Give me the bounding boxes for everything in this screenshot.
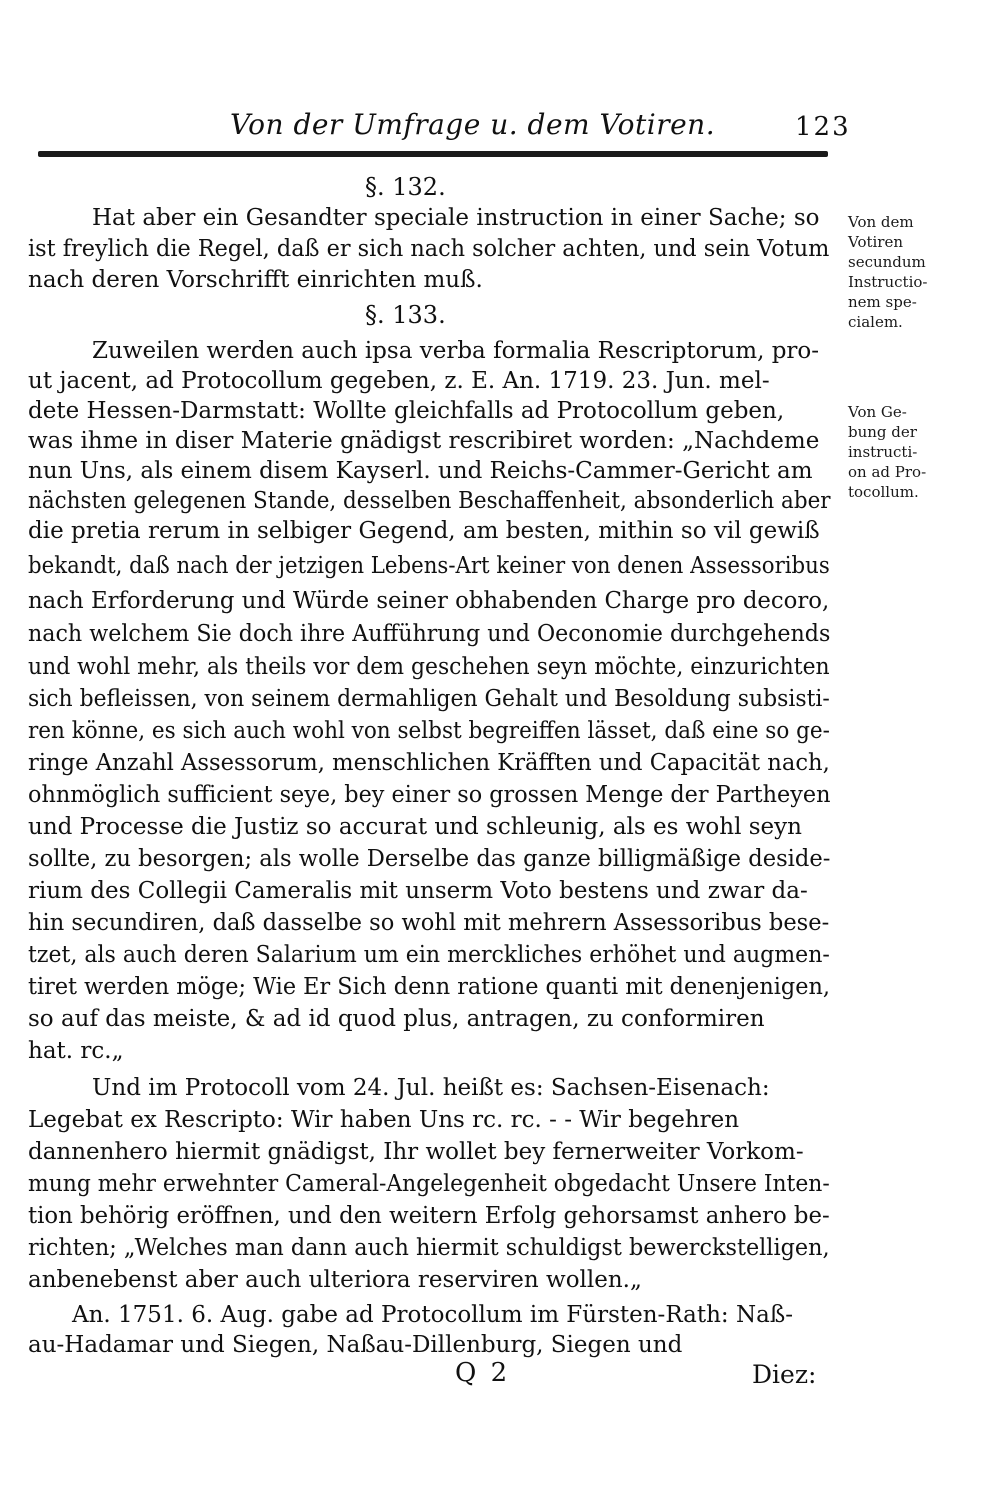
text-line: au-Hadamar und Siegen, Naßau-Dillenburg, Siegen und: [28, 1332, 683, 1358]
margin-note-protocol-instruction: [848, 402, 988, 502]
margin-note-line: cialem.: [848, 313, 903, 331]
text-line: tzet, als auch deren Salarium um ein merckliches erhöhet und augmen-: [28, 942, 830, 968]
text-line: ren könne, es sich auch wohl von selbst begreiffen lässet, daß eine so ge-: [28, 718, 830, 744]
margin-note-line: Von dem: [848, 213, 914, 231]
text-line: sollte, zu besorgen; als wolle Derselbe das ganze billigmäßige deside-: [28, 846, 831, 872]
text-line: so auf das meiste, & ad id quod plus, antragen, zu conformiren: [28, 1006, 765, 1032]
section-heading: §. 133.: [365, 301, 446, 329]
text-line: Legebat ex Rescripto: Wir haben Uns rc. rc. - - Wir begehren: [28, 1107, 740, 1133]
margin-note-line: tocollum.: [848, 483, 919, 501]
text-line: sich befleissen, von seinem dermahligen Gehalt und Besoldung subsisti-: [28, 686, 830, 712]
margin-note-line: secundum: [848, 253, 926, 271]
text-line: mung mehr erwehnter Cameral-Angelegenheit obgedacht Unsere Inten-: [28, 1171, 830, 1197]
text-line: ohnmöglich sufficient seye, bey einer so grossen Menge der Partheyen: [28, 782, 831, 808]
margin-note-line: bung der: [848, 423, 917, 441]
text-line: und Processe die Justiz so accurat und schleunig, als es wohl seyn: [28, 814, 802, 840]
page-number: 123: [795, 112, 851, 142]
margin-note-line: Votiren: [848, 233, 904, 251]
text-line: An. 1751. 6. Aug. gabe ad Protocollum im Fürsten-Rath: Naß-: [72, 1302, 793, 1328]
margin-note-line: Instructio-: [848, 273, 928, 291]
catchword: Diez:: [752, 1360, 817, 1389]
margin-note-line: Von Ge-: [848, 403, 907, 421]
margin-note-line: nem spe-: [848, 293, 917, 311]
section-heading: §. 132.: [365, 173, 446, 201]
text-line: Hat aber ein Gesandter speciale instruction in einer Sache; so: [92, 205, 820, 231]
text-line: nun Uns, als einem disem Kayserl. und Reichs-Cammer-Gericht am: [28, 458, 813, 484]
text-line: rium des Collegii Cameralis mit unserm Voto bestens und zwar da-: [28, 878, 808, 904]
header-rule: [38, 151, 828, 157]
text-line: ist freylich die Regel, daß er sich nach solcher achten, und sein Votum: [28, 236, 830, 262]
margin-note-line: on ad Pro-: [848, 463, 927, 481]
signature-mark: Q 2: [455, 1358, 511, 1388]
text-line: nächsten gelegenen Stande, desselben Beschaffenheit, absonderlich aber: [28, 488, 831, 514]
text-line: anbenebenst aber auch ulteriora reserviren wollen.„: [28, 1267, 642, 1293]
text-line: nach Erforderung und Würde seiner obhabenden Charge pro decoro,: [28, 588, 830, 614]
running-head: Von der Umfrage u. dem Votiren.: [230, 108, 716, 141]
text-line: nach welchem Sie doch ihre Aufführung und Oeconomie durchgehends: [28, 621, 831, 647]
text-line: dete Hessen-Darmstatt: Wollte gleichfalls ad Protocollum geben,: [28, 398, 785, 424]
text-line: was ihme in diser Materie gnädigst rescribiret worden: „Nachdeme: [28, 428, 820, 454]
text-line: hin secundiren, daß dasselbe so wohl mit mehrern Assessoribus bese-: [28, 910, 830, 936]
text-line: dannenhero hiermit gnädigst, Ihr wollet bey fernerweiter Vorkom-: [28, 1139, 804, 1165]
text-line: die pretia rerum in selbiger Gegend, am besten, mithin so vil gewiß: [28, 518, 820, 544]
text-line: richten; „Welches man dann auch hiermit schuldigst bewerckstelligen,: [28, 1235, 830, 1261]
text-line: ringe Anzahl Assessorum, menschlichen Kräfften und Capacität nach,: [28, 750, 830, 776]
text-line: Und im Protocoll vom 24. Jul. heißt es: Sachsen-Eisenach:: [92, 1075, 770, 1101]
margin-note-voting-instruction: [848, 212, 988, 332]
margin-note-line: instructi-: [848, 443, 918, 461]
text-line: tiret werden möge; Wie Er Sich denn ratione quanti mit denenjenigen,: [28, 974, 830, 1000]
text-line: und wohl mehr, als theils vor dem geschehen seyn möchte, einzurichten: [28, 654, 830, 680]
text-line: nach deren Vorschrifft einrichten muß.: [28, 267, 483, 293]
text-line: hat. rc.„: [28, 1038, 124, 1064]
text-line: ut jacent, ad Protocollum gegeben, z. E. An. 1719. 23. Jun. mel-: [28, 368, 770, 394]
text-line: tion behörig eröffnen, und den weitern Erfolg gehorsamst anhero be-: [28, 1203, 830, 1229]
text-line: bekandt, daß nach der jetzigen Lebens-Art keiner von denen Assessoribus: [28, 553, 830, 579]
text-line: Zuweilen werden auch ipsa verba formalia Rescriptorum, pro-: [92, 338, 820, 364]
